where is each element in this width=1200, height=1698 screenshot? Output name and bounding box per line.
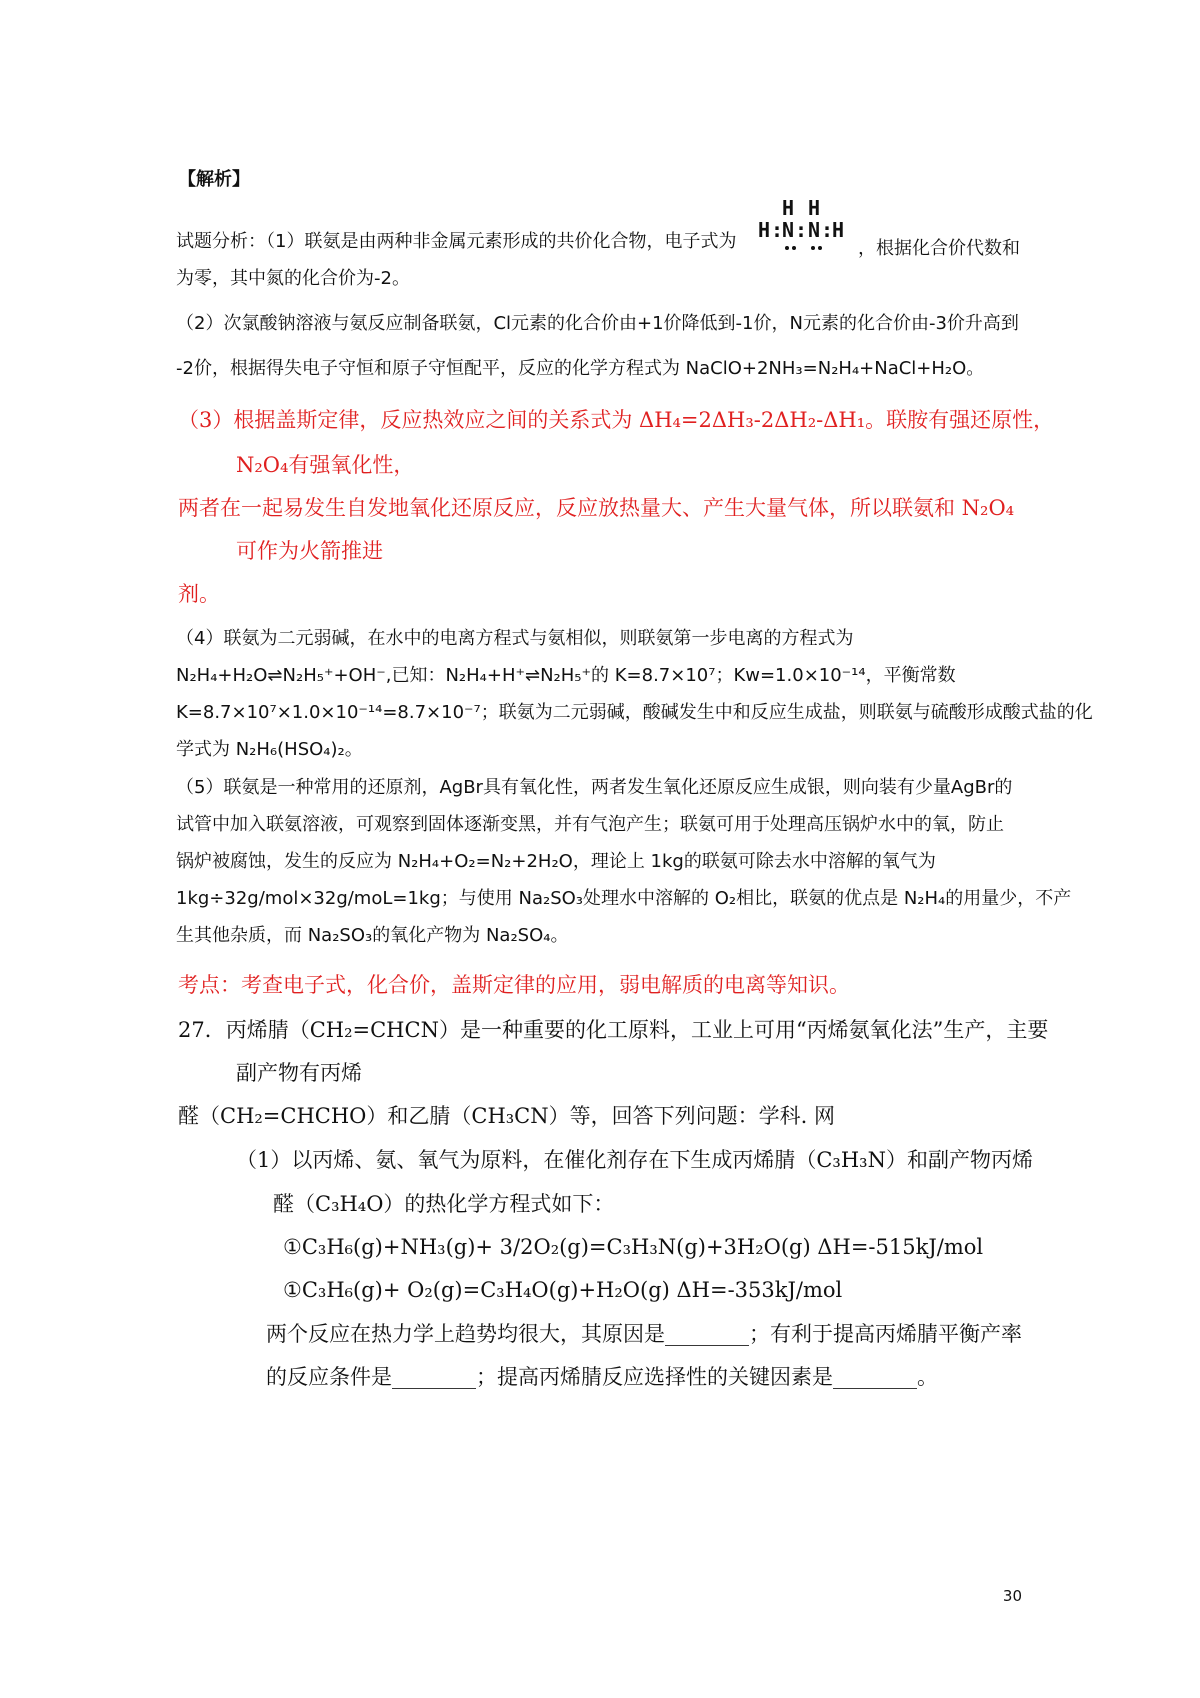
thermochemical-equation-1: ①C₃H₆(g)+NH₃(g)+ 3/2O₂(g)=C₃H₃N(g)+3H₂O(g) ΔH=-515kJ/mol: [283, 1235, 984, 1259]
question-27-line2: 副产物有丙烯: [236, 1061, 362, 1085]
analysis-heading: 【解析】: [178, 169, 250, 190]
question-27-line3: 醛（CH₂=CHCHO）和乙腈（CH₃CN）等，回答下列问题：学科. 网: [178, 1104, 835, 1128]
question-27-part1-line1: （1）以丙烯、氨、氧气为原料，在催化剂存在下生成丙烯腈（C₃H₃N）和副产物丙烯: [236, 1148, 1033, 1172]
question-27-line1: 27．丙烯腈（CH₂=CHCN）是一种重要的化工原料，工业上可用“丙烯氨氧化法”生产，主要: [178, 1018, 1049, 1042]
analysis-part3-line2: N₂O₄有强氧化性，: [236, 453, 415, 477]
question-27-part1-line4: 的反应条件是________；提高丙烯腈反应选择性的关键因素是________。: [266, 1365, 938, 1389]
analysis-part3-line5: 剂。: [178, 582, 220, 606]
lewis-h-right: H: [832, 218, 845, 242]
analysis-part3-line4: 可作为火箭推进: [236, 539, 383, 563]
analysis-part2-line2: -2价，根据得失电子守恒和原子守恒配平，反应的化学方程式为 NaClO+2NH₃=N₂H₄+NaCl+H₂O。: [176, 358, 985, 379]
analysis-part4-line1: （4）联氨为二元弱碱，在水中的电离方程式与氨相似，则联氨第一步电离的方程式为: [176, 628, 854, 649]
analysis-part4-line2: N₂H₄+H₂O⇌N₂H₅⁺+OH⁻,已知：N₂H₄+H⁺⇌N₂H₅⁺的 K=8.7×10⁷；Kw=1.0×10⁻¹⁴，平衡常数: [176, 665, 956, 686]
thermochemical-equation-2: ①C₃H₆(g)+ O₂(g)=C₃H₄O(g)+H₂O(g) ΔH=-353kJ/mol: [283, 1278, 843, 1302]
analysis-part3-line1: （3）根据盖斯定律，反应热效应之间的关系式为 ΔH₄=2ΔH₃-2ΔH₂-ΔH₁。联胺有强还原性，: [178, 408, 1055, 432]
kaodian-summary: 考点：考查电子式，化合价，盖斯定律的应用，弱电解质的电离等知识。: [178, 973, 850, 997]
lewis-h-left: H: [758, 218, 771, 242]
lewis-h-top-left: H: [782, 196, 795, 220]
lewis-sep-left: :: [771, 218, 784, 242]
analysis-part4-line3: K=8.7×10⁷×1.0×10⁻¹⁴=8.7×10⁻⁷；联氨为二元弱碱，酸碱发生中和反应生成盐，则联氨与硫酸形成酸式盐的化: [176, 702, 1093, 723]
lewis-h-top-right: H: [808, 196, 821, 220]
lewis-lone-pair-dot: [792, 246, 796, 250]
analysis-part5-line4: 1kg÷32g/mol×32g/moL=1kg；与使用 Na₂SO₃处理水中溶解的 O₂相比，联氨的优点是 N₂H₄的用量少，不产: [176, 888, 1072, 909]
lewis-sep-right: :: [821, 218, 834, 242]
analysis-part5-line2: 试管中加入联氨溶液，可观察到固体逐渐变黑，并有气泡产生；联氨可用于处理高压锅炉水中的氧，防止: [176, 814, 1004, 835]
analysis-part1-line2: 为零，其中氮的化合价为-2。: [176, 268, 410, 289]
analysis-part1-line1: [176, 233, 736, 251]
question-27-part1-line3: 两个反应在热力学上趋势均很大，其原因是________；有利于提高丙烯腈平衡产率: [266, 1322, 1022, 1346]
analysis-part1-text: 试题分析：（1）联氨是由两种非金属元素形成的共价化合物，电子式为: [176, 231, 737, 252]
lewis-lone-pair-dot: [785, 246, 789, 250]
lewis-lone-pair-dot: [811, 246, 815, 250]
analysis-part5-line3: 锅炉被腐蚀，发生的反应为 N₂H₄+O₂=N₂+2H₂O，理论上 1kg的联氨可除去水中溶解的氧气为: [176, 851, 936, 872]
page-number: 30: [1002, 1587, 1022, 1605]
analysis-part4-line4: 学式为 N₂H₆(HSO₄)₂。: [176, 739, 363, 760]
lewis-lone-pair-dot: [818, 246, 822, 250]
lewis-sep-middle: :: [795, 218, 808, 242]
lewis-n-left: N: [782, 218, 795, 242]
lewis-n-right: N: [808, 218, 821, 242]
question-27-part1-line2: 醛（C₃H₄O）的热化学方程式如下：: [273, 1192, 615, 1216]
analysis-part3-line3: 两者在一起易发生自发地氧化还原反应，反应放热量大、产生大量气体，所以联氨和 N₂O₄: [178, 496, 1015, 520]
analysis-part2-line1: （2）次氯酸钠溶液与氨反应制备联氨，Cl元素的化合价由+1价降低到-1价，N元素的化合价由-3价升高到: [176, 313, 1019, 334]
analysis-part5-line5: 生其他杂质，而 Na₂SO₃的氧化产物为 Na₂SO₄。: [176, 925, 569, 946]
analysis-part5-line1: （5）联氨是一种常用的还原剂，AgBr具有氧化性，两者发生氧化还原反应生成银，则向装有少量AgBr的: [176, 777, 1013, 798]
analysis-part1-line1-tail: ，根据化合价代数和: [858, 238, 1020, 259]
